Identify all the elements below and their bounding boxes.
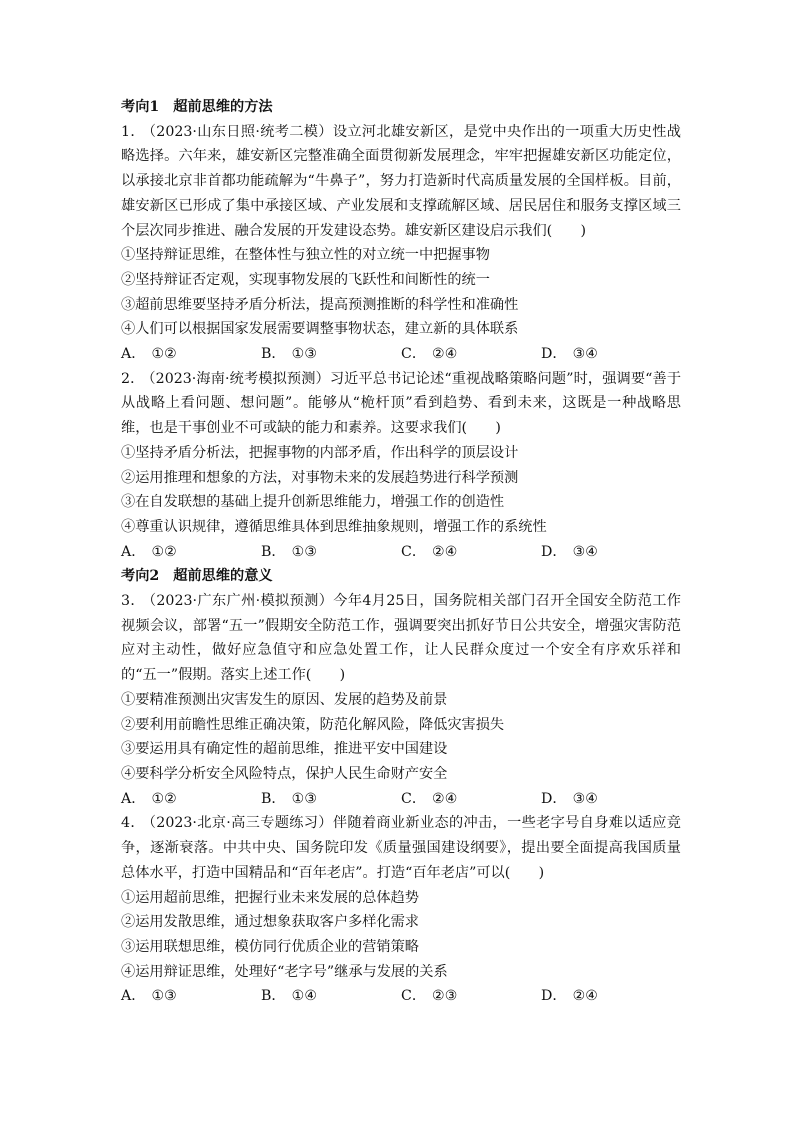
question-stem-2 xyxy=(121,367,681,441)
statement: ③运用联想思维，模仿同行优质企业的营销策略 xyxy=(121,938,419,955)
question-list xyxy=(121,95,681,1009)
choice-a[interactable]: A． ①③ xyxy=(121,988,177,1005)
question-source: （2023·海南·统考模拟预测） xyxy=(148,370,330,387)
choice-d[interactable]: D． ②④ xyxy=(541,988,599,1005)
choice-c[interactable]: C． ②④ xyxy=(401,543,458,560)
question-text: 设立河北雄安新区，是党中央作出的一项重大历史性战略选择。六年来，雄安新区完整准确全面贯彻新发展理念，牢牢把握雄安新区功能定位，以承接北京非首都功能疏解为“牛鼻子”，努力打造新时代高质量发展的全国样板。目前，雄安新区已形成了集中承接区域、产业发展和支撑疏解区域、居民居住和服务支撑区域三个层次同步推进、融合发展的开发建设态势。雄安新区建设启示我们( ) xyxy=(121,123,681,239)
statement: ④尊重认识规律，遵循思维具体到思维抽象规则，增强工作的系统性 xyxy=(121,518,547,535)
statement: ②运用发散思维，通过想象获取客户多样化需求 xyxy=(121,914,419,931)
statement: ②运用推理和想象的方法，对事物未来的发展趋势进行科学预测 xyxy=(121,469,519,486)
question-text: 今年4月25日，国务院相关部门召开全国安全防范工作视频会议，部署“五一”假期安全防范工作，强调要突出抓好节日公共安全，增强灾害防范应对主动性，做好应急值守和应急处置工作，让人民群众度过一个安全有序欢乐祥和的“五一”假期。落实上述工作( ) xyxy=(121,593,681,684)
answer-choices xyxy=(121,540,681,565)
choice-c[interactable]: C． ②④ xyxy=(401,790,458,807)
choice-c[interactable]: C． ②③ xyxy=(401,988,458,1005)
answer-choices xyxy=(121,342,681,367)
question-number: 2． xyxy=(121,370,145,387)
question-text: 习近平总书记论述“重视战略策略问题”时，强调要“善于从战略上看问题、想问题”。能够从“桅杆顶”看到趋势、看到未来，这既是一种战略思维，也是干事创业不可或缺的能力和素养。这要求我们( ) xyxy=(121,370,682,437)
question-stem-4 xyxy=(121,811,681,885)
section-title: 超前思维的意义 xyxy=(173,568,273,585)
section-title: 超前思维的方法 xyxy=(173,99,273,115)
statement: ②要利用前瞻性思维正确决策，防范化解风险，降低灾害损失 xyxy=(121,716,505,733)
question-source: （2023·山东日照·统考二模） xyxy=(148,123,333,140)
choice-a[interactable]: A． ①② xyxy=(121,790,177,807)
section-heading-1 xyxy=(121,95,681,120)
question-stem-3 xyxy=(121,589,681,688)
choice-a[interactable]: A． ①② xyxy=(121,543,177,560)
section-label: 考向2 xyxy=(121,568,160,585)
statement: ①坚持矛盾分析法，把握事物的内部矛盾，作出科学的顶层设计 xyxy=(121,444,519,461)
statement: ①坚持辩证思维，在整体性与独立性的对立统一中把握事物 xyxy=(121,247,490,264)
choice-d[interactable]: D． ③④ xyxy=(541,346,599,363)
statement: ②坚持辩证否定观，实现事物发展的飞跃性和间断性的统一 xyxy=(121,271,490,288)
question-source: （2023·广东广州·模拟预测） xyxy=(148,593,334,610)
choice-d[interactable]: D． ③④ xyxy=(541,543,599,560)
question-number: 1． xyxy=(121,123,145,140)
choice-b[interactable]: B． ①④ xyxy=(261,988,318,1005)
answer-choices xyxy=(121,984,681,1009)
choice-b[interactable]: B． ①③ xyxy=(261,543,318,560)
statement: ③要运用具有确定性的超前思维，推进平安中国建设 xyxy=(121,741,448,758)
choice-b[interactable]: B． ①③ xyxy=(261,346,318,363)
question-source: （2023·北京·高三专题练习） xyxy=(148,815,333,832)
section-heading-2 xyxy=(121,564,681,589)
choice-c[interactable]: C． ②④ xyxy=(401,346,458,363)
statement: ③超前思维要坚持矛盾分析法，提高预测推断的科学性和准确性 xyxy=(121,296,519,313)
question-number: 3． xyxy=(121,593,145,610)
choice-b[interactable]: B． ①③ xyxy=(261,790,318,807)
question-stem-1 xyxy=(121,120,681,244)
statement: ①运用超前思维，把握行业未来发展的总体趋势 xyxy=(121,889,419,906)
answer-choices xyxy=(121,787,681,812)
statement: ④要科学分析安全风险特点，保护人民生命财产安全 xyxy=(121,765,448,782)
statement: ③在自发联想的基础上提升创新思维能力，增强工作的创造性 xyxy=(121,494,505,511)
statement: ④运用辩证思维，处理好“老字号”继承与发展的关系 xyxy=(121,963,448,980)
section-label: 考向1 xyxy=(121,99,160,115)
choice-d[interactable]: D． ③④ xyxy=(541,790,599,807)
choice-a[interactable]: A． ①② xyxy=(121,346,177,363)
question-text: 伴随着商业新业态的冲击，一些老字号自身难以适应竞争，逐渐衰落。中共中央、国务院印发《质量强国建设纲要》，提出要全面提高我国质量总体水平，打造中国精品和“百年老店”。打造“百年老店”可以( ) xyxy=(121,815,681,881)
question-number: 4． xyxy=(121,815,145,832)
statement: ④人们可以根据国家发展需要调整事物状态，建立新的具体联系 xyxy=(121,321,519,338)
statement: ①要精准预测出灾害发生的原因、发展的趋势及前景 xyxy=(121,691,448,708)
